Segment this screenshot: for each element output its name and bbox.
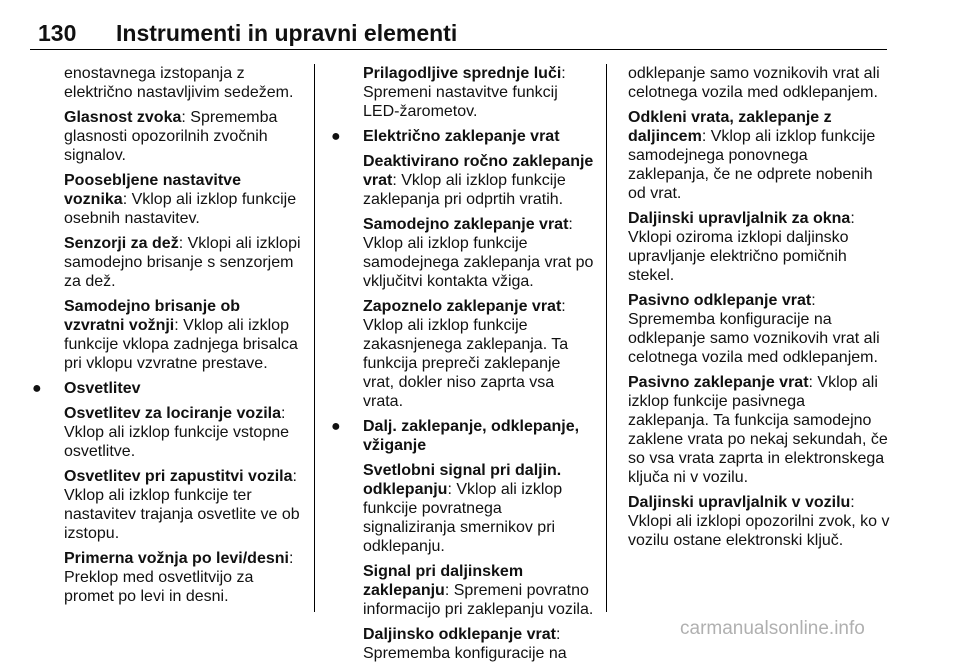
setting-description: : Vklop ali izklop funkcije zaklepanja pri odprtih vratih. [363,172,566,208]
setting-description: : Sprememba konfiguracije na odklepanje samo voznikovih vrat ali celotnega vozila med odklepanjem. [628,292,880,366]
setting-manual-lock-deactivated [329,152,595,209]
paragraph-continued: odklepanje samo voznikovih vrat ali celotnega vozila med odklepanjem. [628,65,880,101]
bullet-dot-icon: ● [331,418,341,435]
setting-description: : Sprememba konfiguracije na [363,626,567,662]
setting-reverse-wiper [30,297,302,373]
setting-adaptive-headlights [329,64,595,121]
section-bullet-remote-lock: ● Dalj. zaklepanje, odklepanje, vžiganje [331,418,580,454]
setting-description: : Vklop ali izklop funkcije zakasnjenega zaklepanja. Ta funkcija prepreči zaklepanje vrat, dokler niso zaprta vsa vrata. [363,298,569,410]
text-column-3 [628,64,890,556]
setting-description: : Vklopi ali izklopi samodejno brisanje s senzorjem za dež. [64,235,301,290]
setting-term: Samodejno zaklepanje vrat [363,216,569,233]
setting-term: Daljinski upravljalnik v vozilu [628,494,851,511]
setting-term: Svetlobni signal pri daljin. odklepanju [363,462,562,498]
setting-term: Osvetlitev pri zapustitvi vozila [64,468,293,485]
setting-term: Odkleni vrata, zaklepanje z daljincem [628,109,832,145]
setting-description: : Vklop ali izklop funkcije povratnega signaliziranja smernikov pri odklepanju. [363,481,563,555]
paragraph-continued: enostavnega izstopanja z električno nastavljivim sedežem. [64,65,294,101]
watermark: carmanualsonline.info [680,618,865,639]
setting-vehicle-locator-lights [30,404,302,461]
text-column-1 [30,64,302,612]
setting-description: : Vklop ali izklop funkcije samodejnega zaklepanja vrat po vključitvi kontakta vžiga. [363,216,594,290]
setting-term: Samodejno brisanje ob vzvratni vožnji [64,298,241,334]
setting-passive-unlock [628,291,890,367]
setting-term: Deaktivirano ročno zaklepanje vrat [363,153,594,189]
column-divider-left [314,64,315,612]
column-divider-right [606,64,607,612]
setting-driver-personalization [30,171,302,228]
setting-description: : Vklop ali izklop funkcije osebnih nastavitev. [64,191,297,227]
bullet-dot-icon: ● [331,128,341,145]
setting-term: Prilagodljive sprednje luči [363,65,562,82]
setting-term: Daljinski upravljalnik za okna [628,210,851,227]
setting-term: Senzorji za dež [64,235,179,252]
setting-term: Pasivno odklepanje vrat [628,292,812,309]
setting-term: Osvetlitev za lociranje vozila [64,405,281,422]
setting-passive-lock [628,373,890,487]
setting-delayed-door-lock [329,297,595,411]
section-bullet-lighting: ● Osvetlitev [32,380,141,397]
header-rule [30,49,887,50]
setting-description: : Vklopi oziroma izklopi daljinsko upravljanje električno pomičnih stekel. [628,210,855,284]
setting-description: : Vklopi ali izklopi opozorilni zvok, ko v vozilu ostane elektronski ključ. [628,494,890,549]
setting-term: Poosebljene nastavitve voznika [64,172,241,208]
section-title: Instrumenti in upravni elementi [116,20,458,46]
setting-sound-volume [30,108,302,165]
setting-remote-window-operation [628,209,890,285]
setting-description: : Spremeni povratno informacijo pri zaklepanju vozila. [363,582,594,618]
setting-description: : Preklop med osvetlitvijo za promet po levi in desni. [64,550,294,605]
setting-remote-lock-signal [329,562,595,619]
setting-term: Signal pri daljinskem zaklepanju [363,563,524,599]
text-column-2 [329,64,595,669]
setting-exit-lighting [30,467,302,543]
setting-description: : Sprememba glasnosti opozorilnih zvočnih signalov. [64,109,278,164]
bullet-dot-icon: ● [32,380,42,397]
setting-term: Zapoznelo zaklepanje vrat [363,298,562,315]
setting-term: Glasnost zvoka [64,109,182,126]
setting-description: : Vklop ali izklop funkcije vstopne osvetlitve. [64,405,290,460]
setting-remote-unlock-light [329,461,595,556]
setting-description: : Spremeni nastavitve funkcij LED-žarometov. [363,65,566,120]
setting-term: Pasivno zaklepanje vrat [628,374,809,391]
setting-auto-door-lock [329,215,595,291]
setting-remote-left-in-vehicle [628,493,890,550]
setting-description: : Vklop ali izklop funkcije pasivnega zaklepanja. Ta funkcija samodejno zaklene vrata po nekaj sekundah, če so vsa vrata zaprta in elektronskega ključa ni v vozilu. [628,374,888,486]
setting-description: : Vklop ali izklop funkcije vklopa zadnjega brisalca pri vklopu vzvratne prestave. [64,317,298,372]
setting-left-right-traffic [30,549,302,606]
setting-description: : Vklop ali izklop funkcije samodejnega ponovnega zaklepanja, če ne odprete nobenih od vrat. [628,128,876,202]
setting-term: Primerna vožnja po levi/desni [64,550,289,567]
section-bullet-power-door-locks: ● Električno zaklepanje vrat [331,128,560,145]
page-number: 130 [38,20,77,46]
setting-remote-relock [628,108,890,203]
setting-remote-door-unlock [329,625,595,663]
setting-description: : Vklop ali izklop funkcije ter nastavitev trajanja osvetlite ve ob izstopu. [64,468,300,542]
setting-term: Daljinsko odklepanje vrat [363,626,556,643]
setting-rain-sensor [30,234,302,291]
